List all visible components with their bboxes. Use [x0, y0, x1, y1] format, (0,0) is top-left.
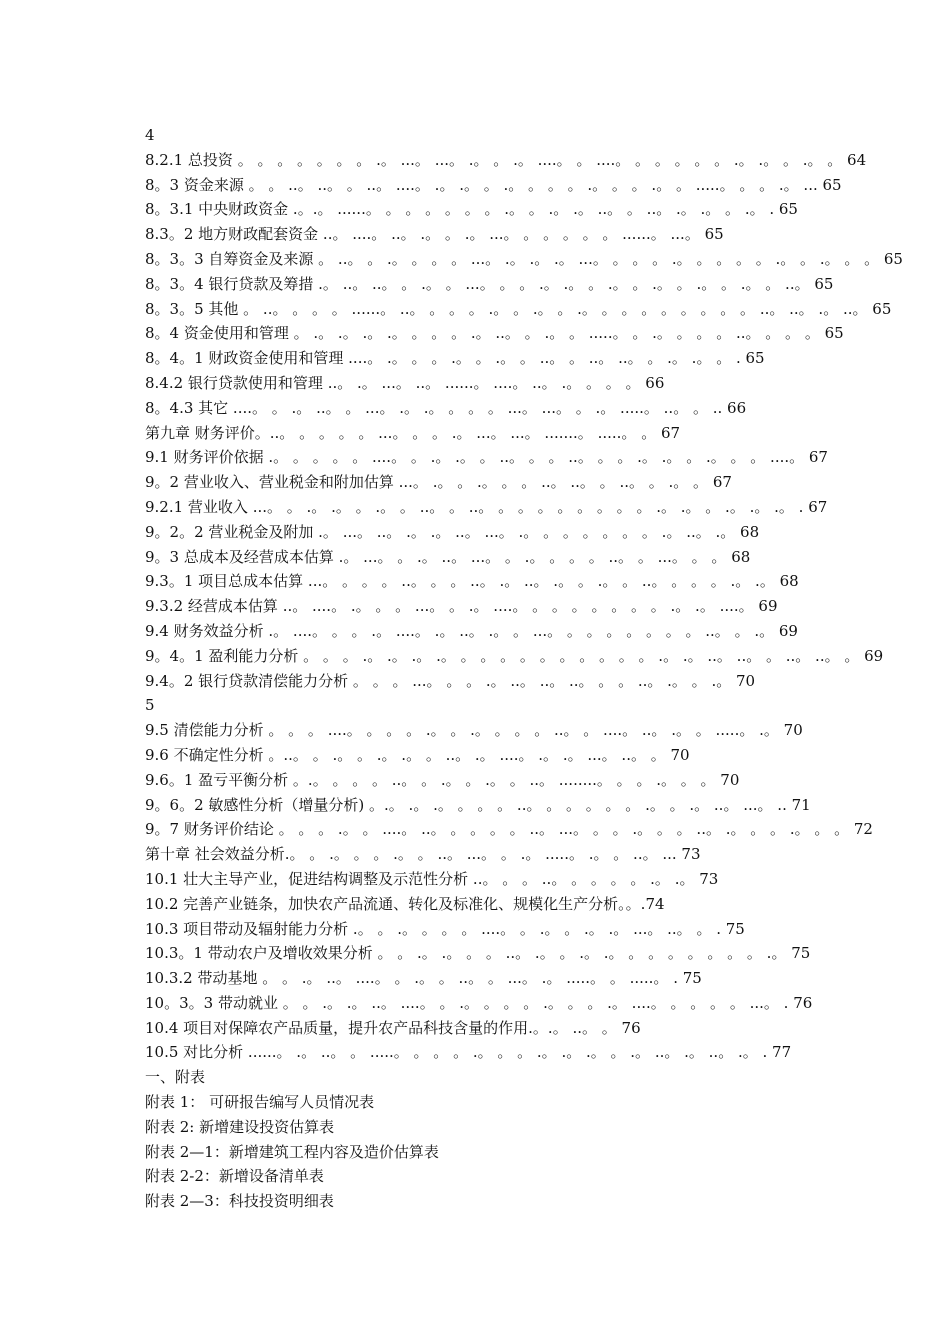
- toc-line: 4: [145, 126, 155, 144]
- toc-line: 附表 2: 新增建设投资估算表: [145, 1117, 335, 1136]
- toc-line: 附表 2-2：新增设备清单表: [145, 1167, 324, 1186]
- toc-line: 10.1 壮大主导产业，促进结构调整及示范性分析 ..。 。 。 ..。 。 。 。 。 .。 .。 73: [145, 869, 719, 888]
- toc-line: 9.2.1 营业收入 ...。 。 .。 .。 。 .。 。 ..。 。 ..。 。 。 。 。 。 。 。 。 .。 .。 。 .。 .。 .。 . 67: [145, 497, 828, 516]
- toc-line: 8。3。4 银行贷款及筹措 .。 ..。 ..。 。 .。 。 ...。 。 。 .。 .。 。 .。 。 .。 。 .。 。 .。 。 ..。 65: [145, 274, 834, 293]
- toc-line: 附表 2—1：新增建筑工程内容及造价估算表: [145, 1142, 439, 1161]
- toc-line: 10.3.2 带动基地 。 。 .。 ..。 ....。 。 .。 。 ..。 。 ...。 .。 .....。 。 .....。 . 75: [145, 969, 702, 988]
- toc-line: 9.6。1 盈亏平衡分析 。.。 。 。 。 ..。 。 .。 。 .。 。 ..。 ........。 。 。 .。 。 。 70: [145, 770, 740, 789]
- toc-line: 一、附表: [145, 1068, 206, 1087]
- toc-line: 9.4。2 银行贷款清偿能力分析 。 。 。 ...。 。 。 .。 ..。 ..。 ..。 。 。 ..。 .。 。 .。 70: [145, 671, 756, 690]
- toc-line: 8.3。2 地方财政配套资金 ..。 ....。 ..。 .。 。 .。 ...。 。 。 。 。 。 ......。 ...。 65: [145, 225, 724, 244]
- toc-line: 8。4.3 其它 ....。 。 .。 ..。 。 ...。 .。 .。 。 。 。 ...。 ...。 。 .。 .....。 ..。 。 .. 66: [145, 398, 747, 417]
- toc-line: 9。2 营业收入、营业税金和附加估算 ...。 .。 。 .。 。 。 ..。 ..。 。 ..。 。 .。 。 67: [145, 473, 732, 492]
- toc-line: 10.5 对比分析 ......。 .。 ..。 。 .....。 。 。 。 .。 。 。 .。 .。 .。 。 .。 ..。 .。 ..。 .。 . 77: [145, 1043, 792, 1062]
- toc-line: 9.4 财务效益分析 .。 ....。 。 。 .。 ....。 .。 ..。 .。 。 ...。 。 。 。 。 。 。 。 ..。 。 .。 69: [145, 621, 798, 640]
- toc-line: 10.3。1 带动农户及增收效果分析 。 。 .。 .。 。 。 ..。 .。 。 .。 .。 。 。 。 。 。 。 。 .。 75: [145, 944, 811, 963]
- toc-line: 9。3 总成本及经营成本估算 .。 ...。 。 .。 ..。 ...。 。 .。 。 。 。 ..。 。 ...。 。 。 68: [145, 547, 751, 566]
- toc-line: 8。3。5 其他 。 ..。 。 。 。 ......。 ..。 。 。 。 .。 。 .。 。 .。 。 。 。 。 。 。 。 。 ..。 ..。 .。 ..。 65: [145, 299, 892, 318]
- toc-line: 第九章 财务评价。..。 。 。 。 。 ...。 。 。 .。 ...。 ...。 .......。 .....。 。 67: [145, 423, 681, 442]
- toc-line: 5: [145, 696, 155, 715]
- toc-line: 附表 1： 可研报告编写人员情况表: [145, 1093, 375, 1112]
- toc-line: 8.4.2 银行贷款使用和管理 ..。 .。 ...。 ..。 ......。 ....。 ..。 .。 。 。 。 66: [145, 373, 665, 392]
- toc-line: 第十章 社会效益分析.。 。 .。 。 。 .。 。 ..。 ...。 。 .。 .....。 .。 。 ..。 ... 73: [145, 845, 701, 864]
- toc-line: 9。4。1 盈利能力分析 。 。 。 .。 .。 .。 .。 。 。 。 。 。 。 。 。 。 。 .。 .。 ..。 ..。 。 ..。 ..。 。 69: [145, 646, 884, 665]
- toc-line: 10.3 项目带动及辐射能力分析 .。 。 .。 。 。 。 ....。 。 .。 。 .。 .。 ...。 ..。 。 . 75: [145, 919, 745, 938]
- toc-line: 9.3。1 项目总成本估算 ...。 。 。 。 ..。 。 。 ..。 .。 ..。 .。 。 .。 。 ..。 。 。 。 .。 .。 68: [145, 572, 799, 591]
- toc-line: 9.6 不确定性分析 。..。 。 .。 。 .。 .。 。 ..。 .。 ....。 .。 .。 ...。 ..。 。 70: [145, 745, 690, 764]
- toc-line: 8。4 资金使用和管理 。 .。 .。 .。 .。 。 。 。 .。 ..。 。 .。 。 .....。 。 .。 。 。 。 ..。 。 。 。 65: [145, 324, 844, 343]
- toc-line: 8.2.1 总投资 。 。 。 。 。 。 。 .。 ...。 ...。 .。 。 .。 ....。 。 ....。 。 。 。 。 。 .。 .。 。 .。 。 64: [145, 150, 867, 169]
- toc-line: 9。2。2 营业税金及附加 .。 ...。 ..。 .。 .。 ..。 ...。 .。 。 。 。 。 。 。 .。 ..。 .。 68: [145, 522, 760, 541]
- toc-line: 8。3 资金来源 。 。 ..。 ..。 。 ..。 ....。 .。 .。 。 .。 。 。 。 .。 。 。 .。 。 .....。 。 。 .。 ... 65: [145, 175, 842, 194]
- toc-line: 10。3。3 带动就业 。 。 .。 .。 ..。 ....。 。 .。 。 。 。 .。 。 。 .。 ....。 。 。 。 。 ...。 . 76: [145, 993, 813, 1012]
- toc-line: 9.1 财务评价依据 .。 。 。 。 。 ....。 。 .。 .。 。 ..。 。 。 ..。 。 。 .。 .。 。 .。 。 。 ....。 67: [145, 448, 828, 467]
- toc-page: [145, 123, 903, 1214]
- toc-line: 8。3.1 中央财政资金 .。.。 ......。 。 。 。 。 。 。 .。 。 .。 .。 ..。 。 ..。 .。 .。 。 .。 . 65: [145, 200, 798, 219]
- toc-line: 9.3.2 经营成本估算 ..。 ....。 .。 。 。 ...。 。 .。 ....。 。 。 。 。 。 。 。 .。 .。 ....。 69: [145, 597, 778, 616]
- toc-line: 附表 2—3：科技投资明细表: [145, 1192, 334, 1211]
- toc-line: 9.5 清偿能力分析 。 。 。 ....。 。 。 。 .。 。 .。 。 。 。 ..。 。 ....。 ..。 .。 。 .....。 .。 70: [145, 721, 803, 740]
- toc-line: 9。7 财务评价结论 。 。 。 .。 。 ....。 ..。 。 。 。 。 ..。 ...。 。 。 .。 。 。 ..。 .。 。 。 .。 。 。 72: [145, 820, 873, 839]
- toc-line: 8。4。1 财政资金使用和管理 ....。 .。 。 。 .。 。 .。 。 ..。 。 ..。 ..。 。 .。 .。 。 . 65: [145, 349, 765, 368]
- toc-line: 10.2 完善产业链条，加快农产品流通、转化及标准化、规模化生产分析。。.74: [145, 894, 665, 913]
- toc-line: 8。3。3 自筹资金及来源 。 ..。 。 .。 。 。 。 ...。 .。 .。 .。 ...。 。 。 。 .。 。 。 。 。 .。 。 .。 。 。 65: [145, 249, 903, 268]
- toc-line: 10.4 项目对保障农产品质量，提升农产品科技含量的作用.。.。 ..。 。 76: [145, 1018, 641, 1037]
- toc-line: 9。6。2 敏感性分析（增量分析) 。.。 .。 .。 。 。 。 ..。 。 。 。 。 。 .。 。 .。 ..。 ...。 .. 71: [145, 795, 811, 814]
